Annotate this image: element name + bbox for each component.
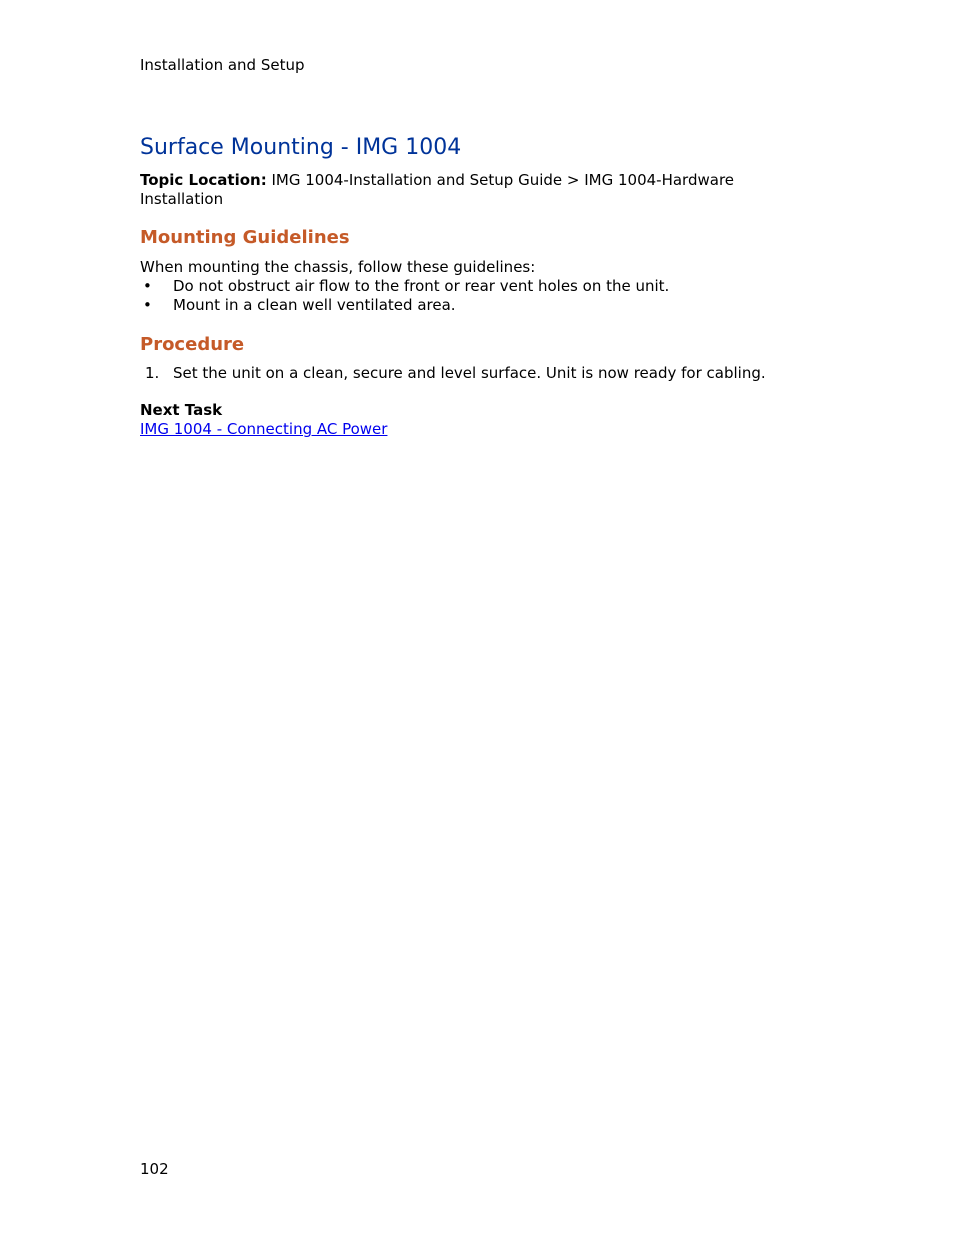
topic-location [140,171,820,209]
guidelines-list [140,277,820,315]
page-title: Surface Mounting - IMG 1004 [140,135,462,160]
bullet-icon: • [143,296,152,314]
page-number: 102 [140,1160,169,1178]
list-item-text: Mount in a clean well ventilated area. [173,296,456,314]
guidelines-intro: When mounting the chassis, follow these guidelines: [140,258,536,276]
procedure-step [140,364,820,383]
list-item-text: Do not obstruct air flow to the front or rear vent holes on the unit. [173,277,670,295]
bullet-icon: • [143,277,152,295]
step-number: 1. [145,364,160,382]
topic-location-value: IMG 1004-Installation and Setup Guide > IMG 1004-Hardware Installation [140,171,735,208]
topic-content [140,133,820,439]
step-text: Set the unit on a clean, secure and level surface. Unit is now ready for cabling. [173,364,766,382]
next-task-label: Next Task [140,401,223,419]
list-item [140,296,820,315]
procedure-heading: Procedure [140,334,245,355]
running-header: Installation and Setup [140,56,305,74]
topic-location-label: Topic Location: [140,171,267,189]
list-item [140,277,820,296]
mounting-guidelines-heading: Mounting Guidelines [140,227,350,248]
procedure-steps [140,364,820,383]
next-task-link[interactable]: IMG 1004 - Connecting AC Power [140,420,388,438]
